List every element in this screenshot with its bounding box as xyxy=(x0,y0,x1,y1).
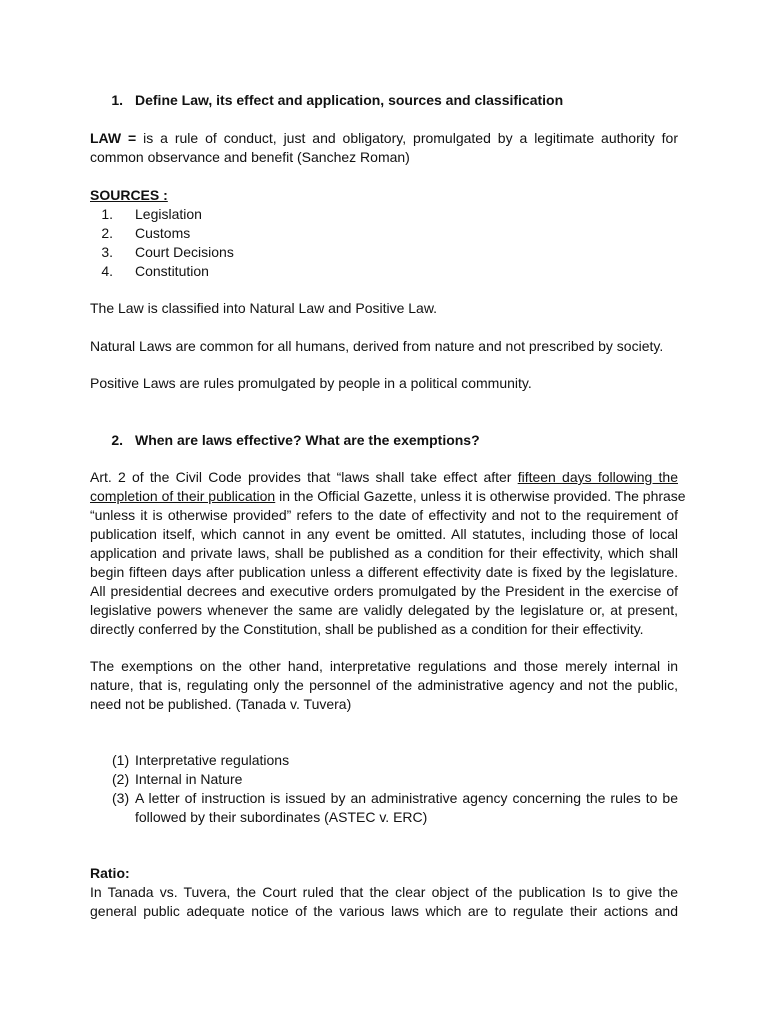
q1-heading xyxy=(90,91,563,110)
sources-label: SOURCES : xyxy=(90,187,168,203)
source-item: 4. Constitution xyxy=(101,263,209,279)
law-definition-line2: common observance and benefit (Sanchez Roman) xyxy=(90,149,410,165)
exemptions-line: nature, that is, regulating only the personnel of the administrative agency and not the public, xyxy=(90,677,678,693)
exemption-item: (1) Interpretative regulations xyxy=(112,752,290,768)
art2-line: begin fifteen days after publication unless a different effectivity date is fixed by the legislature. xyxy=(90,564,678,580)
art2-line: legislative powers whenever the same are validly delegated by the legislature or, at present, xyxy=(90,602,678,618)
source-item: 1. Legislation xyxy=(101,206,202,222)
classification-text: The Law is classified into Natural Law and Positive Law. xyxy=(90,300,438,316)
source-item: 3. Court Decisions xyxy=(101,244,234,260)
q1-number: 1. xyxy=(111,92,123,108)
exemptions-line: need not be published. (Tanada v. Tuvera) xyxy=(90,696,352,712)
q2-heading-text: When are laws effective? What are the exemptions? xyxy=(135,432,480,448)
q1-heading-text: Define Law, its effect and application, sources and classification xyxy=(135,92,564,108)
art2-line: Art. 2 of the Civil Code provides that “laws shall take effect after fifteen days following the xyxy=(90,469,678,485)
art2-line: publication itself, which cannot in any event be omitted. All statutes, including those of local xyxy=(90,526,678,542)
art2-line: completion of their publication in the Official Gazette, unless it is otherwise provided. The phrase xyxy=(90,488,686,504)
exemptions-line: The exemptions on the other hand, interpretative regulations and those merely internal in xyxy=(90,658,678,674)
exemption-item: (2) Internal in Nature xyxy=(112,771,243,787)
art2-line: application and private laws, shall be published as a condition for their effectivity, which shall xyxy=(90,545,678,561)
ratio-line: general public adequate notice of the various laws which are to regulate their actions and xyxy=(90,903,678,919)
exemption-item-text: A letter of instruction is issued by an administrative agency concerning the rules to be xyxy=(135,790,678,806)
ratio-line: In Tanada vs. Tuvera, the Court ruled that the clear object of the publication Is to give the xyxy=(90,884,678,900)
ratio-label: Ratio: xyxy=(90,865,130,881)
q2-number: 2. xyxy=(111,432,123,448)
exemption-item: (3) xyxy=(112,790,130,806)
art2-line: All presidential decrees and executive orders promulgated by the President in the exercise of xyxy=(90,583,678,599)
source-item: 2. Customs xyxy=(101,225,191,241)
art2-line: directly conferred by the Constitution, shall be published as a condition for their effectivity. xyxy=(90,621,644,637)
natural-law-text: Natural Laws are common for all humans, derived from nature and not prescribed by society. xyxy=(90,338,664,354)
law-definition-text: is a rule of conduct, just and obligatory, promulgated by a legitimate authority for xyxy=(143,130,678,146)
exemption-item-text: followed by their subordinates (ASTEC v. ERC) xyxy=(135,809,428,825)
art2-line: “unless it is otherwise provided” refers to the date of effectivity and not to the requirement of xyxy=(90,507,678,523)
law-definition-line1 xyxy=(90,129,678,148)
q2-heading xyxy=(90,431,480,450)
positive-law-text: Positive Laws are rules promulgated by people in a political community. xyxy=(90,375,532,391)
law-term: LAW = xyxy=(90,130,137,146)
